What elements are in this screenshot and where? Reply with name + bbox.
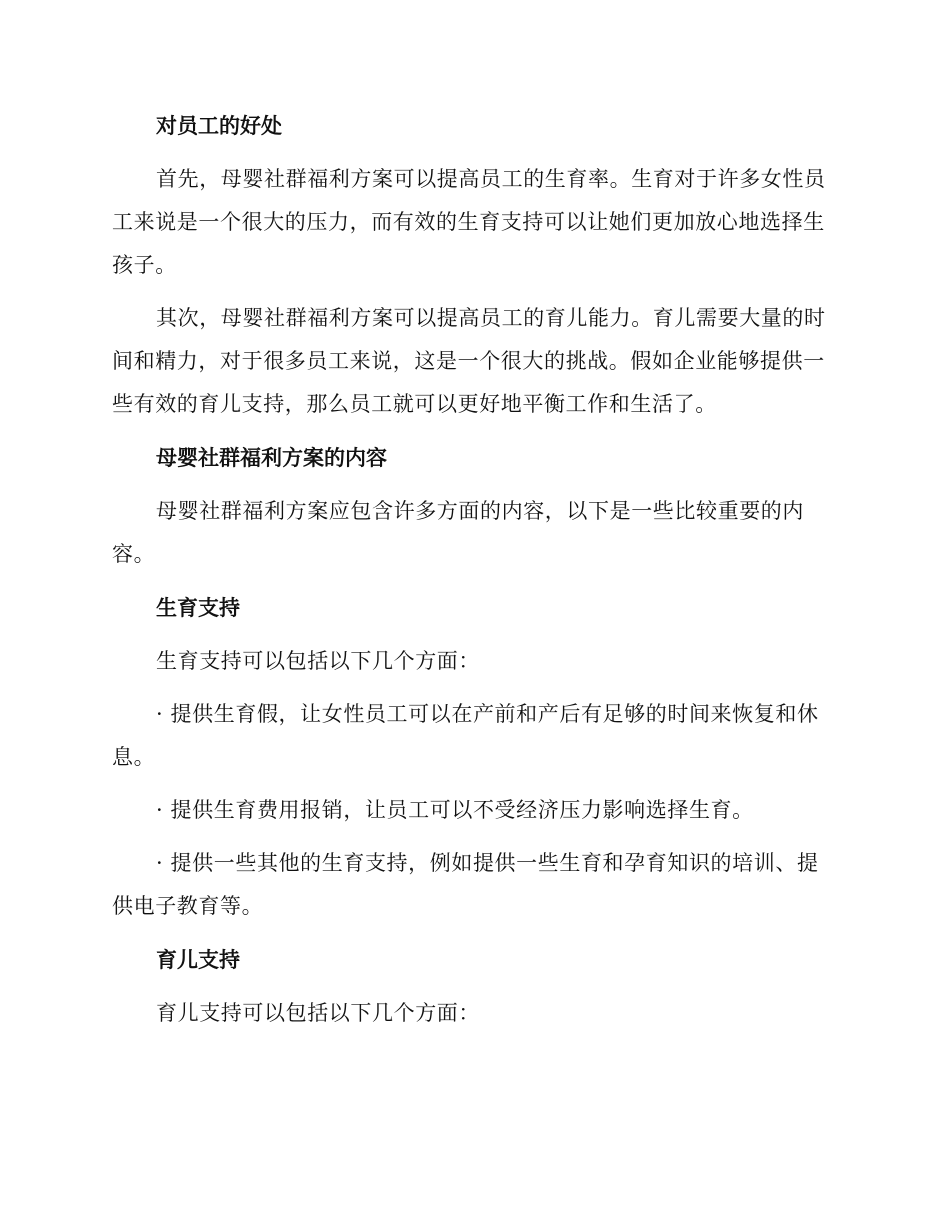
list-item-maternity-other-support: · 提供一些其他的生育支持，例如提供一些生育和孕育知识的培训、提供电子教育等。 — [112, 851, 819, 918]
section-heading-employee-benefits: 对员工的好处 — [156, 114, 282, 138]
paragraph-parenting-ability: 其次，母婴社群福利方案可以提高员工的育儿能力。育儿需要大量的时间和精力，对于很多员工来说，这是一个很大的挑战。假如企业能够提供一些有效的育儿支持，那么员工就可以更好地平衡工作和生活了。 — [112, 306, 826, 416]
paragraph-fertility-rate: 首先，母婴社群福利方案可以提高员工的生育率。生育对于许多女性员工来说是一个很大的压力，而有效的生育支持可以让她们更加放心地选择生孩子。 — [112, 167, 826, 277]
list-item-maternity-leave: · 提供生育假，让女性员工可以在产前和产后有足够的时间来恢复和休息。 — [112, 702, 819, 769]
section-heading-parenting-support: 育儿支持 — [156, 948, 240, 972]
paragraph-parenting-intro: 育儿支持可以包括以下几个方面： — [156, 1001, 480, 1025]
section-heading-program-content: 母婴社群福利方案的内容 — [156, 446, 387, 470]
document-body — [112, 104, 830, 1045]
paragraph-maternity-intro: 生育支持可以包括以下几个方面： — [156, 649, 480, 673]
section-heading-maternity-support: 生育支持 — [156, 596, 240, 620]
list-item-maternity-reimbursement: · 提供生育费用报销，让员工可以不受经济压力影响选择生育。 — [156, 798, 754, 822]
paragraph-program-overview: 母婴社群福利方案应包含许多方面的内容，以下是一些比较重要的内容。 — [112, 499, 804, 566]
